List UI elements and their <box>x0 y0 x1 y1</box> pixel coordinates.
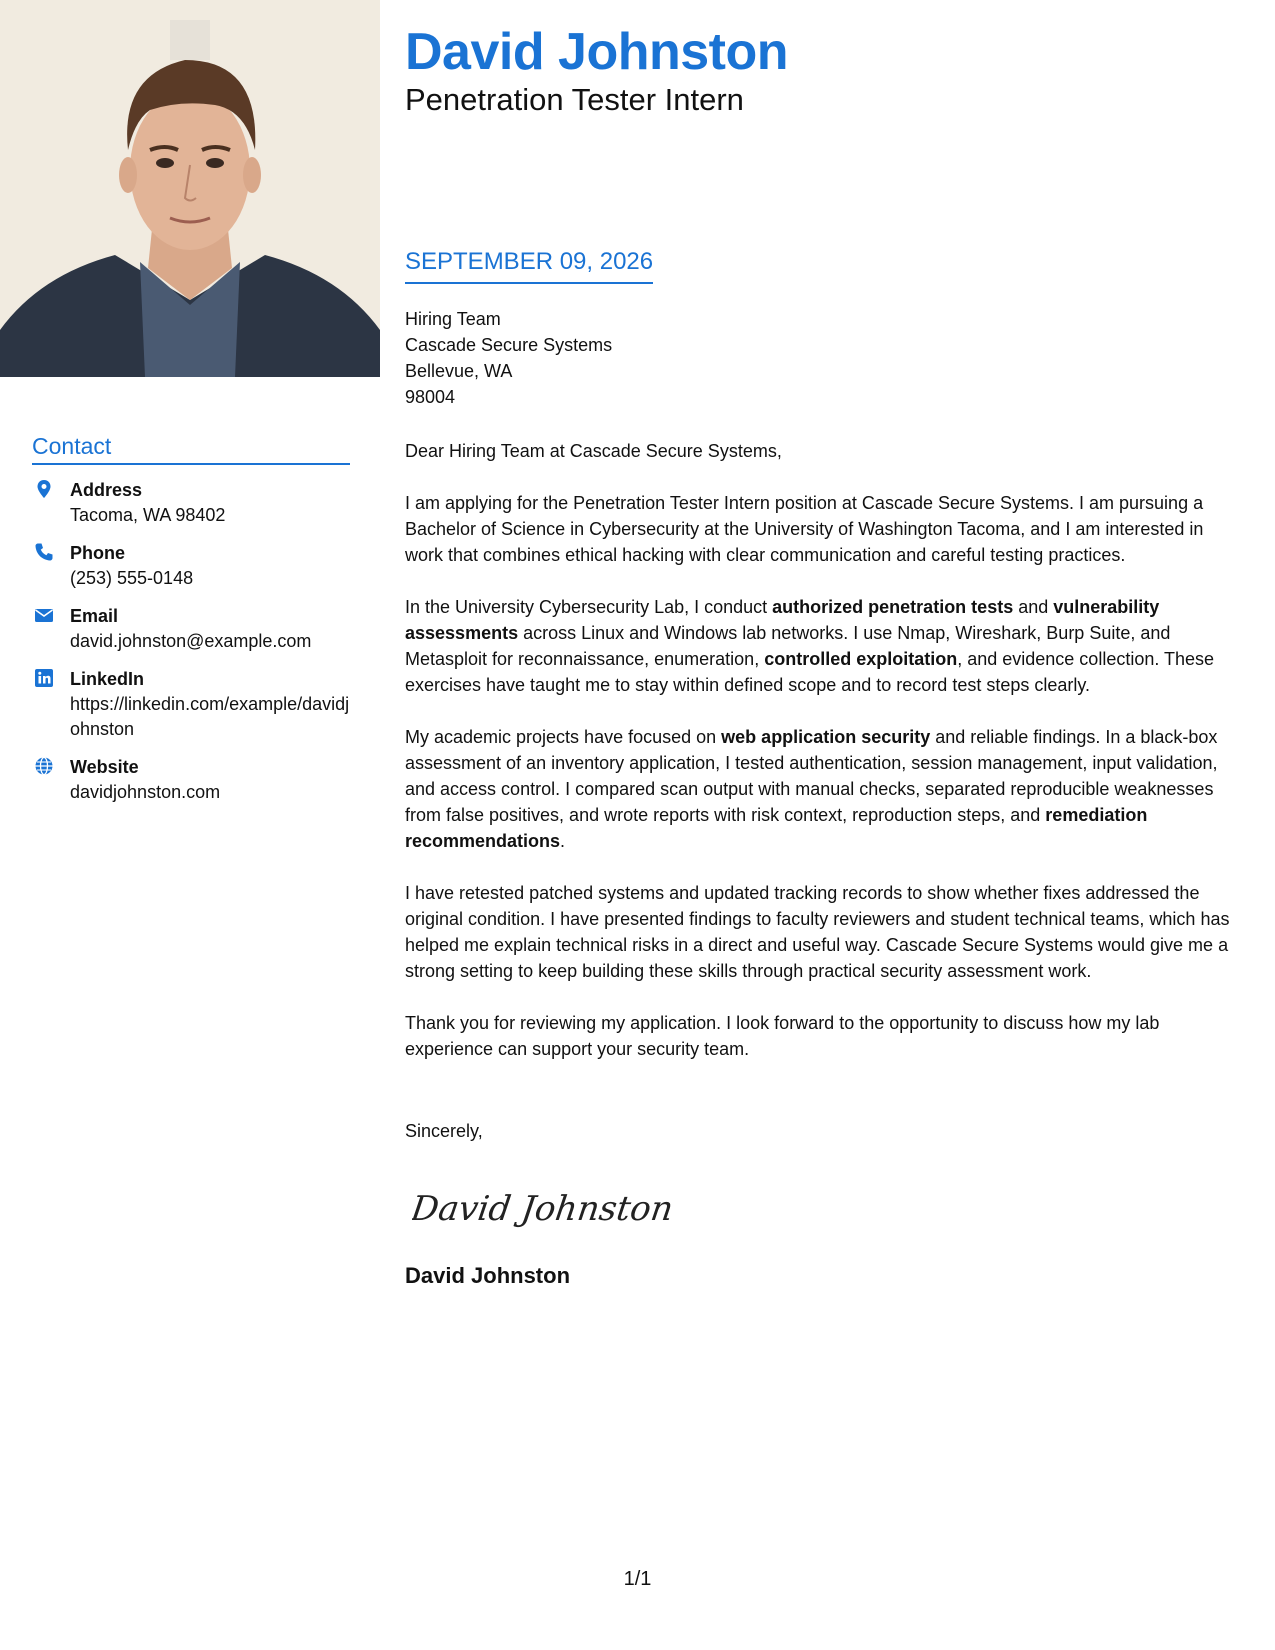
letter-date: SEPTEMBER 09, 2026 <box>405 248 653 284</box>
contact-value: david.johnston@example.com <box>70 631 312 651</box>
paragraph: I have retested patched systems and updated tracking records to show whether fixes addressed the original condition. I have presented findings to faculty reviewers and student technical teams, which has helped me explain technical risks in a direct and useful way. Cascade Secure Systems would give me a strong setting to keep building these skills through practical security assessment work. <box>405 883 1230 981</box>
recipient-line: Bellevue, WA <box>405 361 513 381</box>
envelope-icon <box>34 605 54 625</box>
contact-label: Website <box>70 757 139 777</box>
contact-value[interactable]: https://linkedin.com/example/davidjohnston <box>70 694 350 739</box>
contact-label: Address <box>70 480 143 500</box>
paragraph: I am applying for the Penetration Tester Intern position at Cascade Secure Systems. I am pursuing a Bachelor of Science in Cybersecurity at the University of Washington Tacoma, and I am interested in work that combines ethical hacking with clear communication and careful testing practices. <box>405 493 1204 565</box>
contact-address <box>32 478 350 528</box>
contact-label: Email <box>70 606 119 626</box>
emphasis: authorized penetration tests <box>772 597 1014 617</box>
recipient-line: 98004 <box>405 387 456 407</box>
contact-value: Tacoma, WA 98402 <box>70 505 226 525</box>
emphasis: web application security <box>721 727 931 747</box>
job-title: Penetration Tester Intern <box>405 82 744 117</box>
recipient-block <box>405 306 612 410</box>
globe-icon <box>34 756 54 776</box>
signer-name: David Johnston <box>405 1263 571 1288</box>
contact-section <box>32 433 350 805</box>
svg-text:David Johnston: David Johnston <box>412 1189 672 1229</box>
contact-email <box>32 604 350 654</box>
salutation: Dear Hiring Team at Cascade Secure Systems, <box>405 441 782 461</box>
page-number: 1/1 <box>623 1568 652 1590</box>
contact-website <box>32 755 350 805</box>
location-pin-icon <box>34 479 54 499</box>
handwritten-signature <box>412 1176 672 1236</box>
profile-photo <box>0 0 380 377</box>
linkedin-icon <box>34 668 54 688</box>
closing: Sincerely, <box>405 1121 483 1141</box>
contact-label: LinkedIn <box>70 669 145 689</box>
emphasis: controlled exploitation <box>764 649 958 669</box>
applicant-name: David Johnston <box>405 23 789 81</box>
paragraph: Thank you for reviewing my application. I look forward to the opportunity to discuss how my lab experience can support your security team. <box>405 1013 1160 1059</box>
letter-body <box>405 438 1240 1088</box>
contact-label: Phone <box>70 543 126 563</box>
paragraph: My academic projects have focused on web application security and reliable findings. In a black-box assessment of an inventory application, I tested authentication, session management, input validation, and access control. I compared scan output with manual checks, separated reproducible weaknesses from false positives, and wrote reports with risk context, reproduction steps, and remediation recommendations. <box>405 727 1218 851</box>
emphasis: remediation recommendations <box>405 805 1148 851</box>
phone-icon <box>34 542 54 562</box>
contact-linkedin <box>32 667 350 742</box>
recipient-line: Hiring Team <box>405 309 501 329</box>
paragraph: In the University Cybersecurity Lab, I conduct authorized penetration tests and vulnerability assessments across Linux and Windows lab networks. I use Nmap, Wireshark, Burp Suite, and Metasploit for reconnaissance, enumeration, controlled exploitation, and evidence collection. These exercises have taught me to stay within defined scope and to record test steps clearly. <box>405 597 1215 695</box>
recipient-line: Cascade Secure Systems <box>405 335 613 355</box>
emphasis: vulnerability assessments <box>405 597 1160 643</box>
contact-heading: Contact <box>32 433 350 465</box>
contact-phone <box>32 541 350 591</box>
contact-value[interactable]: davidjohnston.com <box>70 782 221 802</box>
contact-value: (253) 555-0148 <box>70 568 194 588</box>
